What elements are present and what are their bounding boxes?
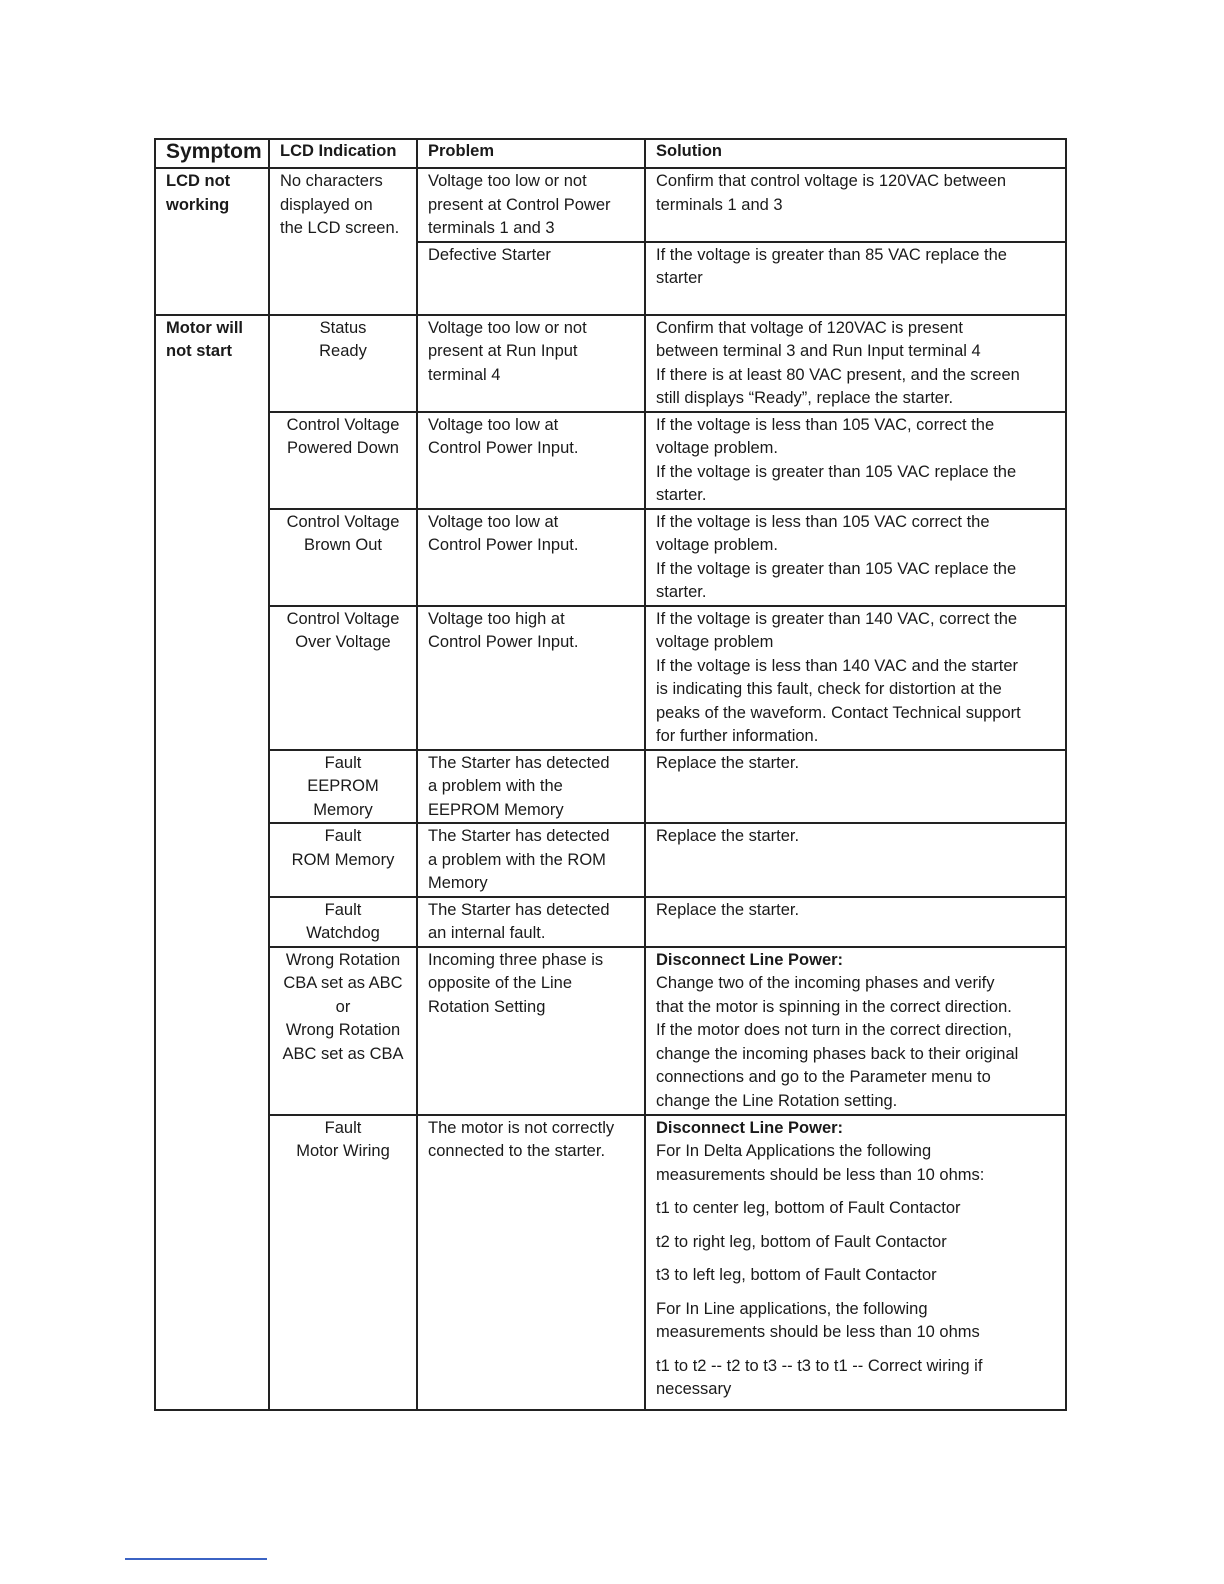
solution-item: t2 to right leg, bottom of Fault Contactor xyxy=(656,1232,947,1251)
solution-line: change the incoming phases back to their original xyxy=(656,1044,1019,1063)
problem-line: a problem with the xyxy=(428,777,563,795)
solution-cell xyxy=(645,242,1066,315)
lcd-line: CBA set as ABC xyxy=(283,974,403,992)
solution-line: If there is at least 80 VAC present, and the screen xyxy=(656,365,1020,384)
problem-line: Memory xyxy=(428,874,488,892)
solution-line: connections and go to the Parameter menu to xyxy=(656,1068,991,1086)
table-row xyxy=(155,750,1066,824)
problem-cell xyxy=(417,315,645,412)
table-row xyxy=(155,1115,1066,1410)
lcd-line: Motor Wiring xyxy=(296,1142,390,1160)
lcd-line: displayed on xyxy=(280,195,373,214)
solution-line: t1 to t2 -- t2 to t3 -- t3 to t1 -- Correct wiring if xyxy=(656,1356,983,1375)
lcd-line: Ready xyxy=(319,342,367,360)
lcd-line: Status xyxy=(319,318,367,337)
solution-heading: Disconnect Line Power: xyxy=(656,950,844,969)
lcd-cell xyxy=(269,509,417,606)
symptom-motor-will-not-start: Motor will not start xyxy=(155,315,269,1410)
problem-line: terminal 4 xyxy=(428,365,501,384)
solution-line: If the voltage is greater than 140 VAC, correct the xyxy=(656,609,1018,628)
table-row xyxy=(155,412,1066,509)
table-row xyxy=(155,168,1066,242)
solution-line: For In Delta Applications the following xyxy=(656,1142,932,1160)
troubleshooting-table xyxy=(154,138,1067,1411)
footnote-separator xyxy=(125,1558,267,1560)
lcd-line: Fault xyxy=(324,1118,362,1137)
solution-line: is indicating this fault, check for distortion at the xyxy=(656,680,1002,698)
problem-line: Voltage too low or not xyxy=(428,318,587,337)
lcd-line: ROM Memory xyxy=(291,850,395,869)
lcd-cell xyxy=(269,897,417,947)
solution-cell xyxy=(645,412,1066,509)
solution-line: necessary xyxy=(656,1380,732,1398)
solution-line: Replace the starter. xyxy=(656,753,800,772)
solution-line: If the voltage is less than 140 VAC and the starter xyxy=(656,656,1018,675)
lcd-cell xyxy=(269,750,417,824)
problem-line: Control Power Input. xyxy=(428,536,579,554)
problem-line: Control Power Input. xyxy=(428,439,579,457)
solution-cell xyxy=(645,606,1066,750)
problem-cell xyxy=(417,823,645,897)
lcd-line: or xyxy=(335,997,351,1016)
problem-line: Control Power Input. xyxy=(428,633,579,651)
table-row xyxy=(155,897,1066,947)
solution-line: If the voltage is less than 105 VAC, correct the xyxy=(656,415,995,434)
solution-line: for further information. xyxy=(656,727,819,745)
problem-cell xyxy=(417,242,645,315)
lcd-line: Control Voltage xyxy=(286,512,400,531)
problem-line: Voltage too low or not xyxy=(428,172,587,190)
problem-line: an internal fault. xyxy=(428,924,546,942)
problem-line: Defective Starter xyxy=(428,245,551,264)
solution-line: Replace the starter. xyxy=(656,827,800,845)
problem-line: Voltage too low at xyxy=(428,512,559,531)
table-row xyxy=(155,509,1066,606)
solution-line: still displays “Ready”, replace the starter. xyxy=(656,389,954,407)
lcd-line: Wrong Rotation xyxy=(285,1021,401,1039)
lcd-line: Powered Down xyxy=(287,439,399,457)
solution-line: starter. xyxy=(656,486,707,504)
solution-item: t3 to left leg, bottom of Fault Contactor xyxy=(656,1266,937,1284)
solution-line: starter xyxy=(656,269,703,287)
table-row xyxy=(155,823,1066,897)
solution-line: If the voltage is less than 105 VAC correct the xyxy=(656,512,990,531)
solution-line: voltage problem xyxy=(656,633,774,651)
problem-line: The motor is not correctly xyxy=(428,1118,615,1137)
solution-line: If the voltage is greater than 85 VAC replace the xyxy=(656,245,1007,264)
problem-line: Voltage too low at xyxy=(428,415,559,434)
solution-cell xyxy=(645,509,1066,606)
symptom-lcd-not-working: LCD not working xyxy=(155,168,269,315)
lcd-cell xyxy=(269,823,417,897)
solution-cell xyxy=(645,168,1066,242)
lcd-line: No characters xyxy=(280,172,383,190)
problem-cell xyxy=(417,168,645,242)
solution-line: between terminal 3 and Run Input terminal 4 xyxy=(656,342,981,360)
lcd-cell xyxy=(269,412,417,509)
problem-line: The Starter has detected xyxy=(428,827,610,845)
solution-line: voltage problem. xyxy=(656,536,778,554)
lcd-line: Brown Out xyxy=(304,536,382,554)
table-row xyxy=(155,315,1066,412)
solution-cell xyxy=(645,823,1066,897)
solution-line: peaks of the waveform. Contact Technical support xyxy=(656,703,1021,722)
solution-cell xyxy=(645,897,1066,947)
solution-line: starter. xyxy=(656,583,707,601)
table-row xyxy=(155,947,1066,1115)
lcd-line: Wrong Rotation xyxy=(285,950,401,969)
lcd-cell xyxy=(269,606,417,750)
problem-cell xyxy=(417,412,645,509)
lcd-cell xyxy=(269,168,417,315)
solution-line: If the voltage is greater than 105 VAC replace the xyxy=(656,462,1017,481)
lcd-line: Fault xyxy=(324,900,362,919)
problem-cell xyxy=(417,1115,645,1410)
problem-line: The Starter has detected xyxy=(428,753,610,772)
solution-line: terminals 1 and 3 xyxy=(656,195,783,214)
header-row xyxy=(155,139,1066,168)
problem-cell xyxy=(417,750,645,824)
problem-cell xyxy=(417,947,645,1115)
solution-line: Change two of the incoming phases and verify xyxy=(656,974,995,992)
solution-cell xyxy=(645,750,1066,824)
lcd-line: Watchdog xyxy=(306,924,380,942)
header-solution: Solution xyxy=(645,139,1066,168)
lcd-line: Over Voltage xyxy=(295,633,391,651)
header-problem: Problem xyxy=(417,139,645,168)
solution-heading: Disconnect Line Power: xyxy=(656,1118,844,1137)
table-row xyxy=(155,606,1066,750)
solution-line: Confirm that voltage of 120VAC is present xyxy=(656,318,963,337)
problem-line: present at Control Power xyxy=(428,195,611,214)
problem-line: The Starter has detected xyxy=(428,900,610,919)
lcd-line: the LCD screen. xyxy=(280,219,400,237)
solution-line: measurements should be less than 10 ohms: xyxy=(656,1165,985,1184)
lcd-cell xyxy=(269,1115,417,1410)
problem-line: present at Run Input xyxy=(428,342,578,360)
lcd-line: Control Voltage xyxy=(286,609,400,628)
problem-line: terminals 1 and 3 xyxy=(428,219,555,237)
solution-cell xyxy=(645,315,1066,412)
solution-line: Replace the starter. xyxy=(656,900,800,919)
solution-cell xyxy=(645,1115,1066,1410)
solution-line: Confirm that control voltage is 120VAC between xyxy=(656,172,1007,190)
lcd-line: Memory xyxy=(313,800,373,819)
problem-line: Incoming three phase is xyxy=(428,950,604,969)
solution-cell xyxy=(645,947,1066,1115)
lcd-cell xyxy=(269,315,417,412)
problem-line: Voltage too high at xyxy=(428,609,565,628)
solution-line: voltage problem. xyxy=(656,439,778,457)
problem-line: a problem with the ROM xyxy=(428,850,606,869)
lcd-line: Control Voltage xyxy=(286,415,400,434)
problem-line: connected to the starter. xyxy=(428,1142,606,1160)
lcd-line: ABC set as CBA xyxy=(282,1044,404,1063)
problem-line: opposite of the Line xyxy=(428,974,573,992)
lcd-line: Fault xyxy=(324,827,362,845)
header-lcd: LCD Indication xyxy=(269,139,417,168)
solution-line: change the Line Rotation setting. xyxy=(656,1091,898,1110)
lcd-line: Fault xyxy=(324,753,362,772)
problem-line: Rotation Setting xyxy=(428,997,546,1016)
solution-line: measurements should be less than 10 ohms xyxy=(656,1323,980,1341)
solution-line: If the motor does not turn in the correct direction, xyxy=(656,1021,1012,1039)
header-symptom: Symptom xyxy=(155,139,269,168)
solution-line: that the motor is spinning in the correct direction. xyxy=(656,997,1012,1016)
lcd-line: EEPROM xyxy=(307,777,379,795)
solution-line: For In Line applications, the following xyxy=(656,1299,928,1318)
problem-cell xyxy=(417,606,645,750)
solution-item: t1 to center leg, bottom of Fault Contactor xyxy=(656,1199,961,1217)
problem-cell xyxy=(417,897,645,947)
lcd-cell xyxy=(269,947,417,1115)
problem-line: EEPROM Memory xyxy=(428,800,564,819)
solution-line: If the voltage is greater than 105 VAC replace the xyxy=(656,559,1017,578)
problem-cell xyxy=(417,509,645,606)
